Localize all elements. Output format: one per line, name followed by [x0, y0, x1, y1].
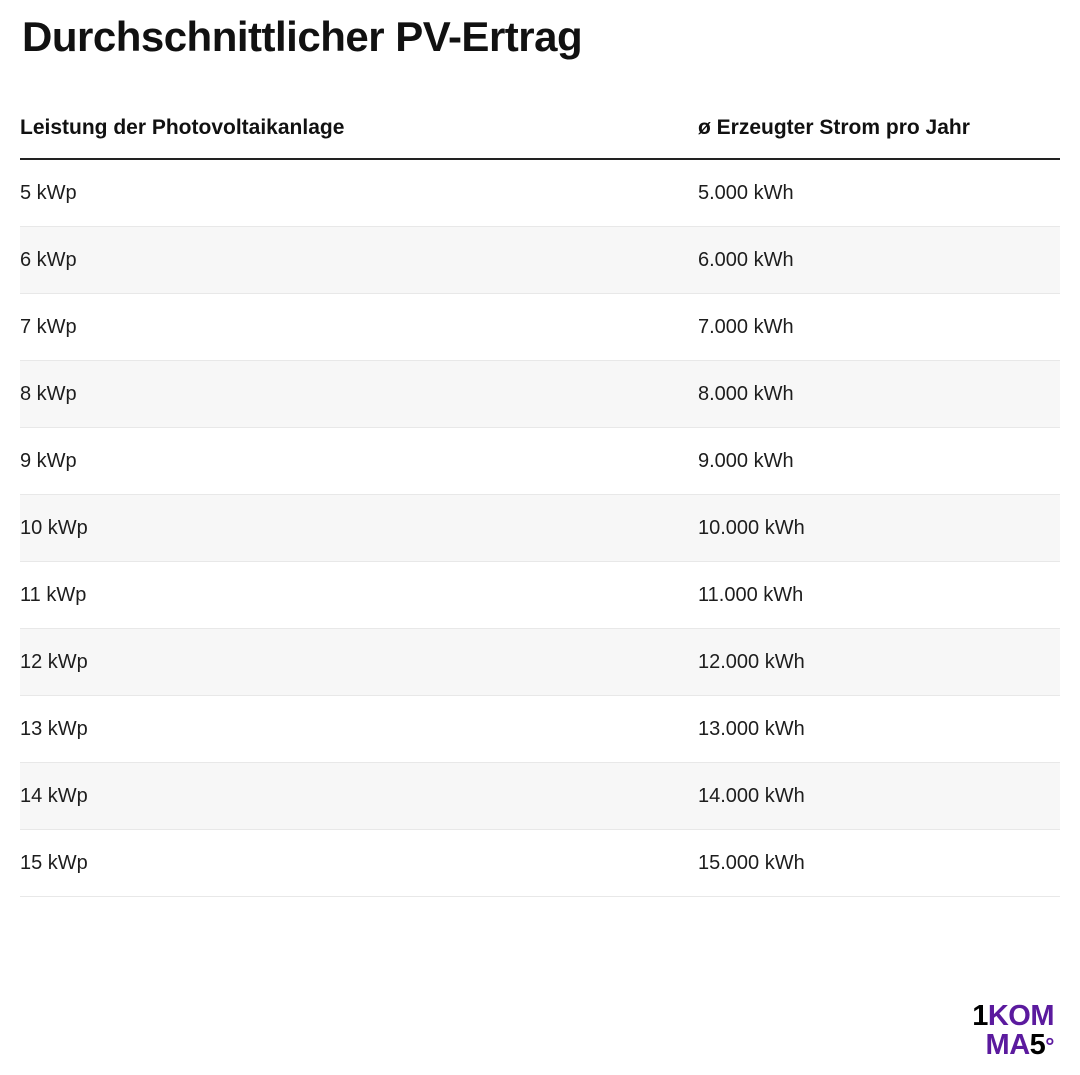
cell-power: 15 kWp — [20, 829, 698, 896]
table-row — [20, 360, 1060, 427]
column-header-power: Leistung der Photovoltaikanlage — [20, 112, 698, 159]
logo-digit-five: 5 — [1029, 1028, 1046, 1061]
cell-power: 14 kWp — [20, 762, 698, 829]
table-row — [20, 293, 1060, 360]
table-row — [20, 695, 1060, 762]
cell-power: 11 kWp — [20, 561, 698, 628]
table-header-row — [20, 112, 1060, 159]
table-row — [20, 762, 1060, 829]
table-row — [20, 628, 1060, 695]
cell-yield: 6.000 kWh — [698, 226, 1060, 293]
cell-yield: 13.000 kWh — [698, 695, 1060, 762]
infographic-page — [0, 14, 1080, 1075]
table-row — [20, 159, 1060, 227]
table-row — [20, 561, 1060, 628]
cell-power: 6 kWp — [20, 226, 698, 293]
logo-line-1 — [972, 1000, 1054, 1033]
logo-1komma5 — [972, 1002, 1054, 1059]
table-row — [20, 494, 1060, 561]
cell-yield: 15.000 kWh — [698, 829, 1060, 896]
table-body — [20, 159, 1060, 897]
cell-yield: 14.000 kWh — [698, 762, 1060, 829]
cell-power: 13 kWp — [20, 695, 698, 762]
table-row — [20, 829, 1060, 896]
table-header — [20, 112, 1060, 159]
cell-yield: 10.000 kWh — [698, 494, 1060, 561]
cell-yield: 9.000 kWh — [698, 427, 1060, 494]
cell-yield: 5.000 kWh — [698, 159, 1060, 227]
cell-power: 5 kWp — [20, 159, 698, 227]
cell-power: 9 kWp — [20, 427, 698, 494]
table-row — [20, 427, 1060, 494]
cell-power: 12 kWp — [20, 628, 698, 695]
cell-power: 8 kWp — [20, 360, 698, 427]
cell-power: 7 kWp — [20, 293, 698, 360]
cell-power: 10 kWp — [20, 494, 698, 561]
logo-digit-one: 1 — [972, 1000, 988, 1033]
logo-degree-icon: ° — [1045, 1032, 1054, 1059]
page-title: Durchschnittlicher PV-Ertrag — [22, 13, 583, 60]
cell-yield: 8.000 kWh — [698, 360, 1060, 427]
logo-kom: KOM — [987, 1000, 1054, 1033]
logo-ma: MA — [985, 1028, 1030, 1061]
cell-yield: 11.000 kWh — [698, 561, 1060, 628]
cell-yield: 12.000 kWh — [698, 628, 1060, 695]
cell-yield: 7.000 kWh — [698, 293, 1060, 360]
column-header-yield: ø Erzeugter Strom pro Jahr — [698, 112, 1060, 159]
logo-line-2 — [972, 1028, 1054, 1061]
pv-yield-table — [20, 112, 1060, 897]
table-row — [20, 226, 1060, 293]
